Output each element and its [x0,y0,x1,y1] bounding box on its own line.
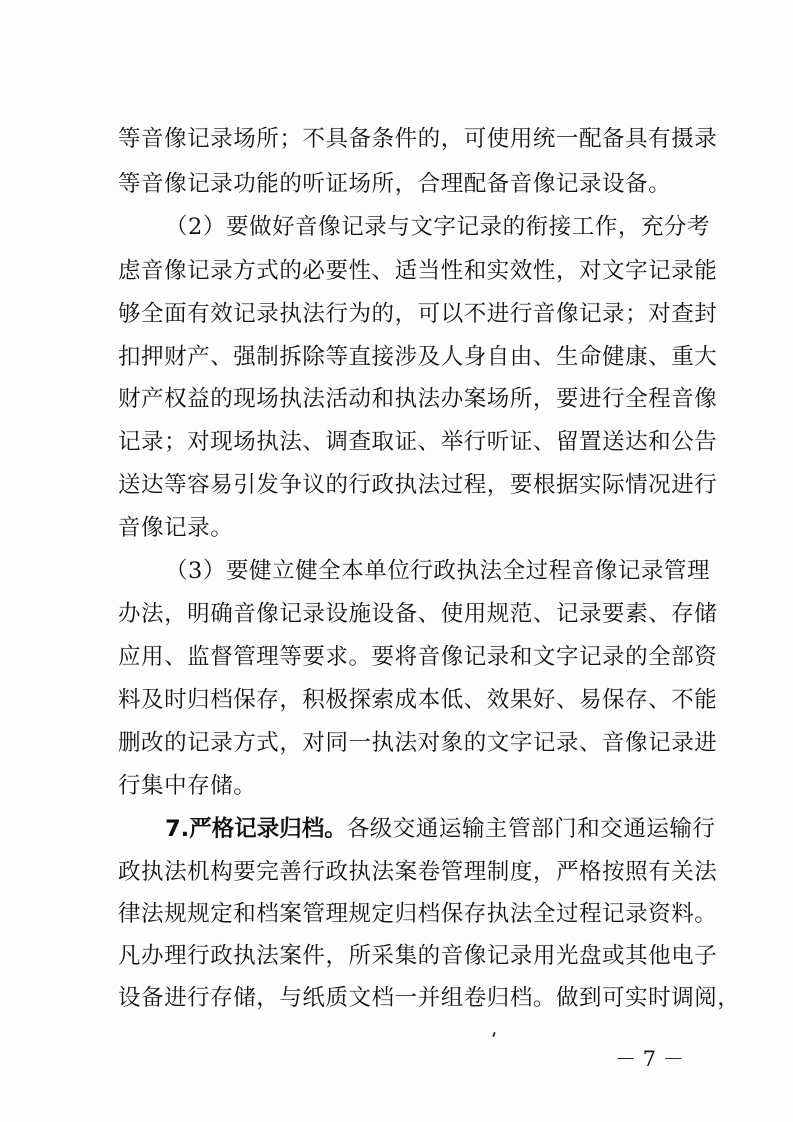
body-text-line: 虑音像记录方式的必要性、适当性和实效性，对文字记录能 [118,258,718,284]
body-text-line: 政执法机构要完善行政执法案卷管理制度，严格按照有关法 [118,859,718,885]
paragraph-2-first-line: （2）要做好音像记录与文字记录的衔接工作，充分考 [165,214,711,240]
body-text-line: 凡办理行政执法案件，所采集的音像记录用光盘或其他电子 [118,943,718,969]
body-text-line: 料及时归档保存，积极探索成本低、效果好、易保存、不能 [118,687,718,713]
body-text-line: 扣押财产、强制拆除等直接涉及人身自由、生命健康、重大 [118,344,718,370]
section-7-text: 各级交通运输主管部门和交通运输行 [346,816,716,842]
body-text-line: 记录；对现场执法、调查取证、举行听证、留置送达和公告 [118,429,718,455]
body-text-line: 财产权益的现场执法活动和执法办案场所，要进行全程音像 [118,386,718,412]
body-text-line: 送达等容易引发争议的行政执法过程，要根据实际情况进行 [118,472,718,498]
body-text-line: 等音像记录场所；不具备条件的，可使用统一配备具有摄录 [118,126,718,152]
scan-speck [492,1032,495,1037]
body-text-line: 删改的记录方式，对同一执法对象的文字记录、音像记录进 [118,730,718,756]
section-heading: 7.严格记录归档。 [165,816,347,842]
paragraph-3-first-line: （3）要健立健全本单位行政执法全过程音像记录管理 [165,558,711,584]
body-text-line: 办法，明确音像记录设施设备、使用规范、记录要素、存储 [118,601,718,627]
body-text-line: 设备进行存储，与纸质文档一并组卷归档。做到可实时调阅， [118,985,741,1011]
body-text-line: 行集中存储。 [118,773,257,799]
body-text-line: 够全面有效记录执法行为的，可以不进行音像记录；对查封 [118,301,718,327]
body-text-line: 律法规规定和档案管理规定归档保存执法全过程记录资料。 [118,901,718,927]
page-number: － 7 － [615,1047,684,1071]
body-text-line: 等音像记录功能的听证场所，合理配备音像记录设备。 [118,171,672,197]
body-text-line: 音像记录。 [118,515,234,541]
section-7-first-line [165,814,725,844]
body-text-line: 应用、监督管理等要求。要将音像记录和文字记录的全部资 [118,644,718,670]
